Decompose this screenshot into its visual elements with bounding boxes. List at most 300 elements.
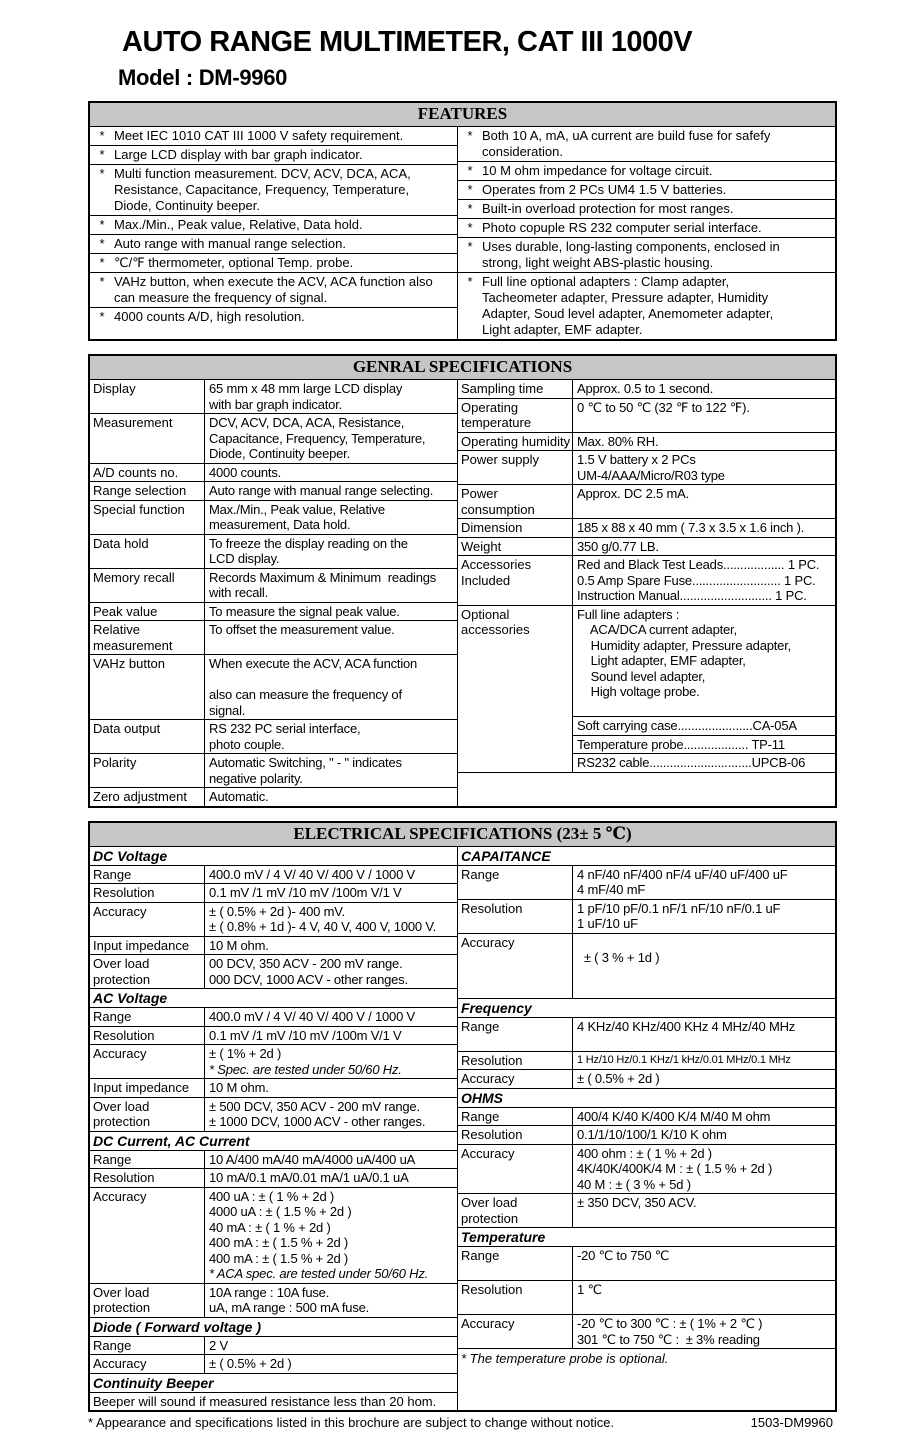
spec-value-lines	[205, 1079, 457, 1097]
text-line: High voltage probe.	[577, 684, 700, 699]
spec-value-lines	[573, 399, 835, 417]
spec-row	[90, 569, 457, 603]
spec-label: Resolution	[90, 1169, 205, 1187]
text-line: 10 M ohm impedance for voltage circuit.	[482, 163, 713, 178]
spec-value	[205, 1355, 457, 1373]
spec-value	[573, 1070, 835, 1088]
model-line: Model : DM-9960	[118, 65, 288, 90]
text-line: 400.0 mV / 4 V/ 40 V/ 400 V / 1000 V	[209, 1009, 415, 1024]
text-line: To freeze the display reading on the	[209, 535, 408, 551]
spec-row	[90, 884, 457, 903]
spec-row	[90, 720, 457, 754]
feature-bullet: *	[99, 236, 105, 251]
spec-row	[90, 1355, 457, 1374]
spec-value	[573, 1126, 835, 1144]
spec-label: Polarity	[90, 754, 205, 787]
spec-row	[458, 519, 835, 538]
spec-value	[205, 955, 457, 988]
text-line: Large LCD display with bar graph indicator.	[114, 147, 363, 162]
spec-label: Dimension	[458, 519, 573, 537]
feature-text	[114, 166, 455, 214]
subsection-header: DC Current, AC Current	[90, 1132, 457, 1151]
spec-value-lines	[205, 464, 457, 482]
spec-value-lines	[573, 519, 835, 537]
text-line: 10 mA/0.1 mA/0.01 mA/1 uA/0.1 uA	[209, 1170, 409, 1185]
spec-label: Range	[458, 1108, 573, 1126]
text-line	[577, 1264, 834, 1280]
text-line: Red and Black Test Leads.................. 1 PC.	[577, 557, 820, 572]
feature-text	[114, 217, 455, 233]
text-line: 185 x 88 x 40 mm ( 7.3 x 3.5 x 1.6 inch ).	[577, 520, 805, 535]
text-line: 10 A/400 mA/40 mA/4000 uA/400 uA	[209, 1151, 416, 1167]
text-line: Max./Min., Peak value, Relative	[209, 501, 385, 517]
feature-item	[90, 146, 457, 165]
text-line: Meet IEC 1010 CAT III 1000 V safety requirement.	[114, 128, 404, 143]
spec-row	[458, 1108, 835, 1127]
spec-sub-row	[573, 753, 835, 772]
text-line: Approx. 0.5 to 1 second.	[577, 381, 714, 396]
general-specs-header: GENRAL SPECIFICATIONS	[90, 356, 835, 380]
spec-label: Operating temperature	[458, 399, 573, 432]
text-line: * Spec. are tested under 50/60 Hz.	[209, 1061, 402, 1077]
spec-label: Operating humidity	[458, 433, 573, 451]
feature-text	[114, 255, 455, 271]
spec-value	[205, 1045, 457, 1078]
spec-value-lines	[205, 1008, 457, 1026]
text-line: Diode, Continuity beeper.	[209, 446, 350, 461]
subsection-header: Temperature	[458, 1228, 835, 1247]
spec-label: Resolution	[90, 884, 205, 902]
spec-label: Range	[90, 866, 205, 884]
subsection-header: Frequency	[458, 999, 835, 1018]
spec-label: Accuracy	[90, 903, 205, 936]
text-line: Humidity adapter, Pressure adapter,	[577, 637, 792, 653]
spec-value	[573, 1194, 835, 1227]
spec-value-lines	[205, 1337, 457, 1355]
section-note: * The temperature probe is optional.	[461, 1351, 669, 1366]
spec-row	[458, 1018, 835, 1052]
spec-label: Resolution	[458, 1281, 573, 1314]
text-line: Auto range with manual range selecting.	[209, 483, 434, 498]
feature-bullet: *	[467, 163, 473, 178]
spec-value	[573, 485, 835, 518]
feature-text	[482, 163, 833, 179]
feature-item	[90, 273, 457, 308]
spec-value-lines	[205, 955, 457, 988]
text-line: Diode, Continuity beeper.	[114, 198, 260, 213]
feature-text	[482, 274, 833, 338]
electrical-left-column	[90, 847, 458, 1411]
text-line: Max./Min., Peak value, Relative, Data hold.	[114, 217, 363, 232]
text-line: photo couple.	[209, 736, 285, 752]
text-line: DCV, ACV, DCA, ACA, Resistance,	[209, 415, 405, 430]
spec-row	[458, 934, 835, 999]
spec-value	[205, 720, 457, 753]
spec-value	[573, 451, 835, 484]
spec-row	[90, 501, 457, 535]
spec-row	[458, 1070, 835, 1089]
feature-text	[482, 128, 833, 160]
spec-value	[573, 433, 835, 451]
text-line: 350 g/0.77 LB.	[577, 538, 659, 554]
text-line: ± 350 DCV, 350 ACV.	[577, 1195, 697, 1210]
spec-value	[205, 1337, 457, 1355]
spec-row	[90, 866, 457, 885]
spec-value-lines	[573, 900, 835, 933]
text-line: Max. 80% RH.	[577, 433, 659, 449]
spec-label: Range	[90, 1151, 205, 1169]
spec-value	[573, 1108, 835, 1126]
spec-row	[90, 937, 457, 956]
spec-value	[573, 1018, 835, 1051]
spec-value-lines	[573, 1052, 835, 1070]
text-line: 1 ℃	[577, 1282, 602, 1297]
text-line: To offset the measurement value.	[209, 622, 395, 637]
spec-label: Range	[458, 866, 573, 899]
text-line: 4 nF/40 nF/400 nF/4 uF/40 uF/400 uF	[577, 866, 788, 882]
spec-value-lines	[205, 866, 457, 884]
spec-row	[90, 603, 457, 622]
spec-label: Optional accessories	[458, 606, 573, 772]
spec-value	[573, 556, 835, 605]
spec-value	[205, 380, 457, 413]
spec-row	[458, 451, 835, 485]
subsection-header: OHMS	[458, 1089, 835, 1108]
feature-bullet: *	[467, 201, 473, 216]
spec-row	[458, 1281, 835, 1315]
text-line: ± ( 0.8% + 1d )- 4 V, 40 V, 400 V, 1000 V.	[209, 919, 437, 934]
general-specs-section	[88, 354, 837, 808]
text-line: measurement, Data hold.	[209, 517, 351, 532]
text-line: Photo copuple RS 232 computer serial interface.	[482, 220, 762, 235]
text-line: ± ( 3 % + 1d )	[577, 950, 660, 965]
spec-label: Over load protection	[90, 1284, 205, 1317]
text-line: Sound level adapter,	[577, 668, 706, 684]
spec-value	[205, 866, 457, 884]
document-page	[88, 26, 837, 1431]
spec-value	[205, 884, 457, 902]
spec-label: Accuracy	[458, 934, 573, 998]
text-line: 4 mF/40 mF	[577, 882, 646, 897]
text-line	[577, 1298, 834, 1314]
text-line: 4000 counts.	[209, 464, 282, 480]
spec-value-lines	[573, 556, 835, 605]
spec-row	[458, 1052, 835, 1071]
feature-item	[90, 254, 457, 273]
doc-code: 1503-DM9960	[750, 1415, 833, 1430]
spec-row	[90, 754, 457, 788]
general-right-column	[458, 380, 835, 806]
spec-label: Sampling time	[458, 380, 573, 398]
spec-value-lines	[205, 535, 457, 568]
spec-label: Zero adjustment	[90, 788, 205, 806]
spec-label: Range	[458, 1018, 573, 1051]
spec-row	[90, 655, 457, 720]
spec-label: A/D counts no.	[90, 464, 205, 482]
text-line: 40 mA : ± ( 1 % + 2d )	[209, 1219, 331, 1235]
feature-item	[458, 162, 835, 181]
spec-sub-row	[573, 735, 835, 754]
spec-value-lines	[573, 606, 835, 717]
spec-value	[573, 519, 835, 537]
subsection-header: DC Voltage	[90, 847, 457, 866]
feature-bullet: *	[467, 274, 473, 289]
spec-label: Special function	[90, 501, 205, 534]
spec-value-lines	[205, 788, 457, 806]
feature-bullet: *	[467, 239, 473, 254]
text-line: 0.1 mV /1 mV /10 mV /100m V/1 V	[209, 885, 402, 900]
spec-value-lines	[205, 380, 457, 413]
spec-value-lines	[573, 1018, 835, 1051]
text-line: -20 ℃ to 300 ℃ : ± ( 1% + 2 ℃ )	[577, 1316, 763, 1331]
text-line	[577, 700, 834, 716]
spec-row	[90, 464, 457, 483]
spec-value-lines	[205, 501, 457, 534]
spec-row	[458, 538, 835, 557]
feature-bullet: *	[99, 274, 105, 289]
text-line: Soft carrying case......................CA-05A	[577, 718, 797, 733]
general-left-column	[90, 380, 458, 806]
text-line: ℃/℉ thermometer, optional Temp. probe.	[114, 255, 354, 270]
spec-value	[205, 788, 457, 806]
spec-value	[205, 1079, 457, 1097]
text-line: When execute the ACV, ACA function	[209, 656, 418, 671]
spec-label: Resolution	[458, 1052, 573, 1070]
spec-value-lines	[573, 451, 835, 484]
spec-label: Data hold	[90, 535, 205, 568]
feature-text	[482, 201, 833, 217]
footer-note: * Appearance and specifications listed in this brochure are subject to change without notice.	[88, 1415, 615, 1430]
text-line: 400 mA : ± ( 1.5 % + 2d )	[209, 1250, 349, 1266]
spec-value-lines	[573, 1194, 835, 1227]
spec-row	[90, 1188, 457, 1284]
spec-label: Measurement	[90, 414, 205, 463]
features-header: FEATURES	[90, 103, 835, 127]
spec-value	[205, 1008, 457, 1026]
spec-label: Input impedance	[90, 1079, 205, 1097]
text-line: Built-in overload protection for most ranges.	[482, 201, 734, 216]
text-line: 1.5 V battery x 2 PCs	[577, 452, 696, 467]
spec-row	[90, 414, 457, 464]
text-line: with bar graph indicator.	[209, 396, 343, 412]
spec-value	[205, 1169, 457, 1187]
text-line: can measure the frequency of signal.	[114, 290, 328, 305]
text-line: strong, light weight ABS-plastic housing.	[482, 255, 714, 270]
text-line: Multi function measurement. DCV, ACV, DCA, ACA,	[114, 166, 411, 181]
text-line: 0.1 mV /1 mV /10 mV /100m V/1 V	[209, 1027, 402, 1043]
text-line	[577, 1211, 834, 1227]
spec-label: VAHz button	[90, 655, 205, 719]
spec-value	[205, 1284, 457, 1317]
feature-text	[482, 182, 833, 198]
spec-row	[90, 621, 457, 655]
spec-value	[573, 538, 835, 556]
text-line: Uses durable, long-lasting components, enclosed in	[482, 239, 780, 254]
feature-bullet: *	[99, 166, 105, 181]
spec-row	[90, 535, 457, 569]
spec-label: Range	[458, 1247, 573, 1280]
text-line: 65 mm x 48 mm large LCD display	[209, 381, 403, 396]
feature-bullet: *	[467, 182, 473, 197]
spec-value	[205, 464, 457, 482]
feature-item	[458, 238, 835, 273]
spec-row	[90, 1337, 457, 1356]
text-line: ± ( 0.5% + 2d )- 400 mV.	[209, 903, 345, 919]
spec-row	[458, 1194, 835, 1228]
text-line: 0 ℃ to 50 ℃ (32 ℉ to 122 ℉).	[577, 399, 750, 415]
text-line: Light adapter, EMF adapter.	[482, 322, 643, 337]
spec-value-lines	[573, 538, 835, 556]
feature-text	[114, 236, 455, 252]
spec-value	[573, 1281, 835, 1314]
spec-value-lines	[573, 1145, 835, 1194]
spec-label: Relative measurement	[90, 621, 205, 654]
spec-value-lines	[205, 414, 457, 463]
spec-label: Accuracy	[458, 1070, 573, 1088]
text-line: Light adapter, EMF adapter,	[577, 653, 746, 668]
spec-value-lines	[205, 1027, 457, 1045]
spec-label: Accuracy	[458, 1145, 573, 1194]
text-line	[577, 966, 834, 982]
spec-label: Over load protection	[90, 955, 205, 988]
spec-label: Accuracy	[90, 1355, 205, 1373]
spec-label: Input impedance	[90, 937, 205, 955]
spec-value-lines	[205, 884, 457, 902]
spec-value-lines	[573, 1070, 835, 1088]
spec-value	[205, 903, 457, 936]
feature-text	[114, 147, 455, 163]
features-left-column	[90, 127, 458, 339]
text-line	[209, 672, 456, 688]
text-line: Automatic.	[209, 789, 269, 804]
spec-value-lines	[205, 655, 457, 719]
feature-bullet: *	[99, 128, 105, 143]
text-line: Adapter, Soud level adapter, Anemometer adapter,	[482, 306, 774, 321]
spec-row	[90, 903, 457, 937]
features-section	[88, 101, 837, 341]
text-line: VAHz button, when execute the ACV, ACA function also	[114, 274, 433, 289]
text-line: ± 500 DCV, 350 ACV - 200 mV range.	[209, 1098, 420, 1114]
spec-value-lines	[205, 1098, 457, 1131]
spec-label: Weight	[458, 538, 573, 556]
spec-value	[573, 1052, 835, 1070]
text-line: with recall.	[209, 585, 269, 600]
text-line: Full line optional adapters : Clamp adapter,	[482, 274, 730, 289]
spec-value	[205, 482, 457, 500]
spec-row	[458, 900, 835, 934]
spec-label: Power supply	[458, 451, 573, 484]
text-line: UM-4/AAA/Micro/R03 type	[577, 467, 725, 483]
text-line: Approx. DC 2.5 mA.	[577, 486, 689, 501]
spec-value-lines	[573, 1126, 835, 1144]
text-line: 2 V	[209, 1337, 228, 1353]
spec-value	[573, 900, 835, 933]
text-line	[577, 1034, 834, 1050]
spec-value	[205, 1027, 457, 1045]
feature-text	[114, 309, 455, 325]
electrical-right-column	[458, 847, 835, 1411]
spec-label: Accuracy	[458, 1315, 573, 1348]
spec-label: Range	[90, 1337, 205, 1355]
text-line: 000 DCV, 1000 ACV - other ranges.	[209, 971, 408, 987]
spec-value	[205, 1151, 457, 1169]
spec-value	[573, 934, 835, 998]
spec-label: Resolution	[458, 900, 573, 933]
text-line: * ACA spec. are tested under 50/60 Hz.	[209, 1266, 429, 1281]
spec-row	[90, 1098, 457, 1132]
spec-value	[573, 1247, 835, 1280]
text-line: Temperature probe................... TP-11	[577, 736, 785, 752]
spec-value-lines	[205, 621, 457, 639]
text-line: Both 10 A, mA, uA current are build fuse for safefy	[482, 128, 771, 143]
spec-value-lines	[573, 433, 835, 451]
spec-label: Power consumption	[458, 485, 573, 518]
spec-label: Data output	[90, 720, 205, 753]
spec-value-lines	[205, 1045, 457, 1078]
spec-value	[573, 1145, 835, 1194]
text-line: 400 ohm : ± ( 1 % + 2d )	[577, 1145, 712, 1161]
text-line: Automatic Switching, " - " indicates	[209, 755, 402, 770]
electrical-specs-header: ELECTRICAL SPECIFICATIONS (23± 5 ℃)	[90, 823, 835, 847]
spec-value-lines	[573, 1108, 835, 1126]
text-line: 400 uA : ± ( 1 % + 2d )	[209, 1188, 335, 1204]
text-line: 1 pF/10 pF/0.1 nF/1 nF/10 nF/0.1 uF	[577, 900, 781, 916]
spec-label: Accuracy	[90, 1045, 205, 1078]
text-line: 10 M ohm.	[209, 1080, 269, 1095]
text-line: ACA/DCA current adapter,	[577, 622, 737, 637]
features-right-column	[458, 127, 835, 339]
spec-value-lines	[573, 380, 835, 398]
spec-value-lines	[573, 866, 835, 899]
spec-value	[205, 621, 457, 654]
text-line: 1 uF/10 uF	[577, 916, 638, 931]
spec-value-lines	[205, 1188, 457, 1283]
text-line: Tacheometer adapter, Pressure adapter, Humidity	[482, 290, 769, 305]
spec-row	[90, 1169, 457, 1188]
feature-bullet: *	[99, 217, 105, 232]
spec-row	[90, 788, 457, 806]
spec-value	[573, 606, 835, 772]
spec-value	[573, 399, 835, 432]
text-line: 4000 counts A/D, high resolution.	[114, 309, 305, 324]
text-line	[577, 935, 834, 951]
spec-label: Range	[90, 1008, 205, 1026]
feature-bullet: *	[467, 220, 473, 235]
text-line: Auto range with manual range selection.	[114, 236, 346, 251]
spec-sub-row	[573, 716, 835, 735]
spec-label: Resolution	[90, 1027, 205, 1045]
text-line: ± 1000 DCV, 1000 ACV - other ranges.	[209, 1114, 426, 1129]
feature-item	[90, 308, 457, 326]
spec-label: Over load protection	[458, 1194, 573, 1227]
spec-row	[458, 485, 835, 519]
general-specs-columns	[90, 380, 835, 806]
spec-value-lines	[205, 1284, 457, 1317]
text-line: 1 Hz/10 Hz/0.1 KHz/1 kHz/0.01 MHz/0.1 MHz	[577, 1053, 791, 1066]
spec-label: Resolution	[458, 1126, 573, 1144]
spec-value	[205, 569, 457, 602]
spec-label: Over load protection	[90, 1098, 205, 1131]
features-columns	[90, 127, 835, 339]
spec-row	[90, 1284, 457, 1318]
text-line: Full line adapters :	[577, 606, 680, 622]
feature-text	[482, 220, 833, 236]
spec-value	[205, 1098, 457, 1131]
electrical-specs-columns	[90, 847, 835, 1411]
spec-value-lines	[573, 1281, 835, 1314]
feature-item	[90, 216, 457, 235]
spec-label: Peak value	[90, 603, 205, 621]
